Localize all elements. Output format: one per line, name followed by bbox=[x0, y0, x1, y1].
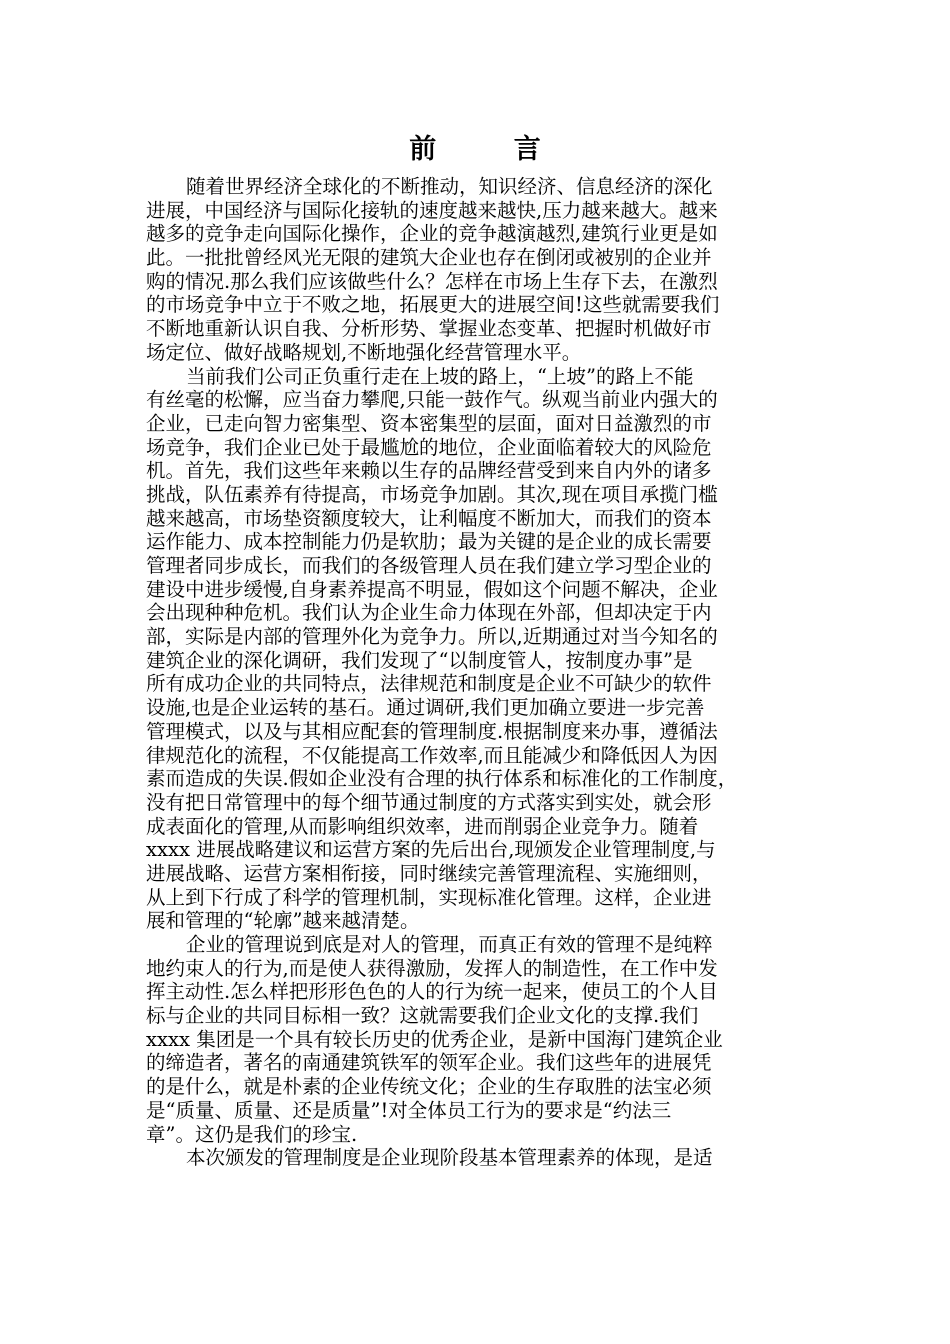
text-line: 越多的竞争走向国际化操作，企业的竞争越演越烈,建筑行业更是如 bbox=[146, 222, 718, 246]
text-line: 场定位、做好战略规划,不断地强化经营管理水平。 bbox=[146, 340, 582, 364]
text-line: 律规范化的流程，不仅能提高工作效率,而且能减少和降低因人为因 bbox=[146, 743, 718, 767]
text-line: 此。一批批曾经风光无限的建筑大企业也存在倒闭或被别的企业并 bbox=[146, 246, 712, 270]
text-line: 进展，中国经济与国际化接轨的速度越来越快,压力越来越大。越来 bbox=[146, 198, 718, 222]
page-title: 前 言 bbox=[409, 134, 575, 165]
text-line: 场竞争，我们企业已处于最尴尬的地位，企业面临着较大的风险危 bbox=[146, 435, 712, 459]
text-line: 管理模式，以及与其相应配套的管理制度.根据制度来办事，遵循法 bbox=[146, 719, 718, 743]
text-line: 没有把日常管理中的每个细节通过制度的方式落实到实处，就会形 bbox=[146, 790, 712, 814]
text-line: 的缔造者，著名的南通建筑铁军的领军企业。我们这些年的进展凭 bbox=[146, 1051, 712, 1075]
text-line: 有丝毫的松懈，应当奋力攀爬,只能一鼓作气。纵观当前业内强大的 bbox=[146, 388, 718, 412]
text-line: 挑战，队伍素养有待提高，市场竞争加剧。其次,现在项目承揽门槛 bbox=[146, 482, 718, 506]
text-line: 建筑企业的深化调研，我们发现了“以制度管人，按制度办事”是 bbox=[146, 648, 693, 672]
paragraph-first-line: 随着世界经济全球化的不断推动，知识经济、信息经济的深化 bbox=[186, 175, 713, 198]
text-line: 机。首先，我们这些年来赖以生存的品牌经营受到来自内外的诸多 bbox=[146, 459, 712, 483]
text-line: 成表面化的管理,从而影响组织效率，进而削弱企业竞争力。随着 bbox=[146, 814, 699, 838]
text-line: 管理者同步成长，而我们的各级管理人员在我们建立学习型企业的 bbox=[146, 554, 712, 577]
text-line: 展和管理的“轮廓”越来越清楚。 bbox=[146, 909, 420, 933]
text-line: 素而造成的失误.假如企业没有合理的执行体系和标准化的工作制度， bbox=[146, 767, 738, 791]
preface-body bbox=[146, 175, 826, 1170]
text-line: 的是什么，就是朴素的企业传统文化；企业的生存取胜的法宝必须 bbox=[146, 1075, 712, 1099]
paragraph-first-line: 企业的管理说到底是对人的管理，而真正有效的管理不是纯粹 bbox=[186, 933, 713, 956]
text-line: 企业，已走向智力密集型、资本密集型的层面，面对日益激烈的市 bbox=[146, 411, 712, 435]
text-line: 进展战略、运营方案相衔接，同时继续完善管理流程、实施细则， bbox=[146, 861, 712, 885]
text-line: 是“质量、质量、还是质量”!对全体员工行为的要求是“约法三 bbox=[146, 1098, 672, 1122]
text-line: 会出现种种危机。我们认为企业生命力体现在外部，但却决定于内 bbox=[146, 601, 712, 625]
text-line: xxxx 进展战略建议和运营方案的先后出台,现颁发企业管理制度,与 bbox=[146, 838, 716, 862]
text-line: 购的情况.那么我们应该做些什么？怎样在市场上生存下去，在激烈 bbox=[146, 269, 718, 293]
text-line: 的市场竞争中立于不败之地，拓展更大的进展空间!这些就需要我们 bbox=[146, 293, 720, 317]
text-line: 所有成功企业的共同特点，法律规范和制度是企业不可缺少的软件 bbox=[146, 672, 712, 696]
text-line: 部，实际是内部的管理外化为竞争力。所以,近期通过对当今知名的 bbox=[146, 625, 718, 649]
text-line: 不断地重新认识自我、分析形势、掌握业态变革、把握时机做好市 bbox=[146, 317, 712, 341]
text-line: 标与企业的共同目标相一致？这就需要我们企业文化的支撑.我们 bbox=[146, 1004, 699, 1028]
text-line: 地约束人的行为,而是使人获得激励，发挥人的制造性，在工作中发 bbox=[146, 956, 718, 980]
text-line: 设施,也是企业运转的基石。通过调研,我们更加确立要进一步完善 bbox=[146, 696, 705, 720]
text-line: 运作能力、成本控制能力仍是软肋；最为关键的是企业的成长需要 bbox=[146, 530, 712, 554]
paragraph-first-line: 当前我们公司正负重行走在上坡的路上，“上坡”的路上不能 bbox=[186, 364, 694, 388]
text-line: 建设中进步缓慢,自身素养提高不明显，假如这个问题不解决，企业 bbox=[146, 577, 718, 601]
text-line: 章”。这仍是我们的珍宝. bbox=[146, 1122, 358, 1146]
text-line: 挥主动性.怎么样把形形色色的人的行为统一起来，使员工的个人目 bbox=[146, 980, 718, 1004]
paragraph-first-line: 本次颁发的管理制度是企业现阶段基本管理素养的体现，是适 bbox=[186, 1146, 713, 1170]
text-line: xxxx 集团是一个具有较长历史的优秀企业，是新中国海门建筑企业 bbox=[146, 1027, 723, 1051]
text-line: 从上到下行成了科学的管理机制，实现标准化管理。这样，企业进 bbox=[146, 885, 712, 909]
text-line: 越来越高，市场垫资额度较大，让利幅度不断加大，而我们的资本 bbox=[146, 506, 712, 530]
